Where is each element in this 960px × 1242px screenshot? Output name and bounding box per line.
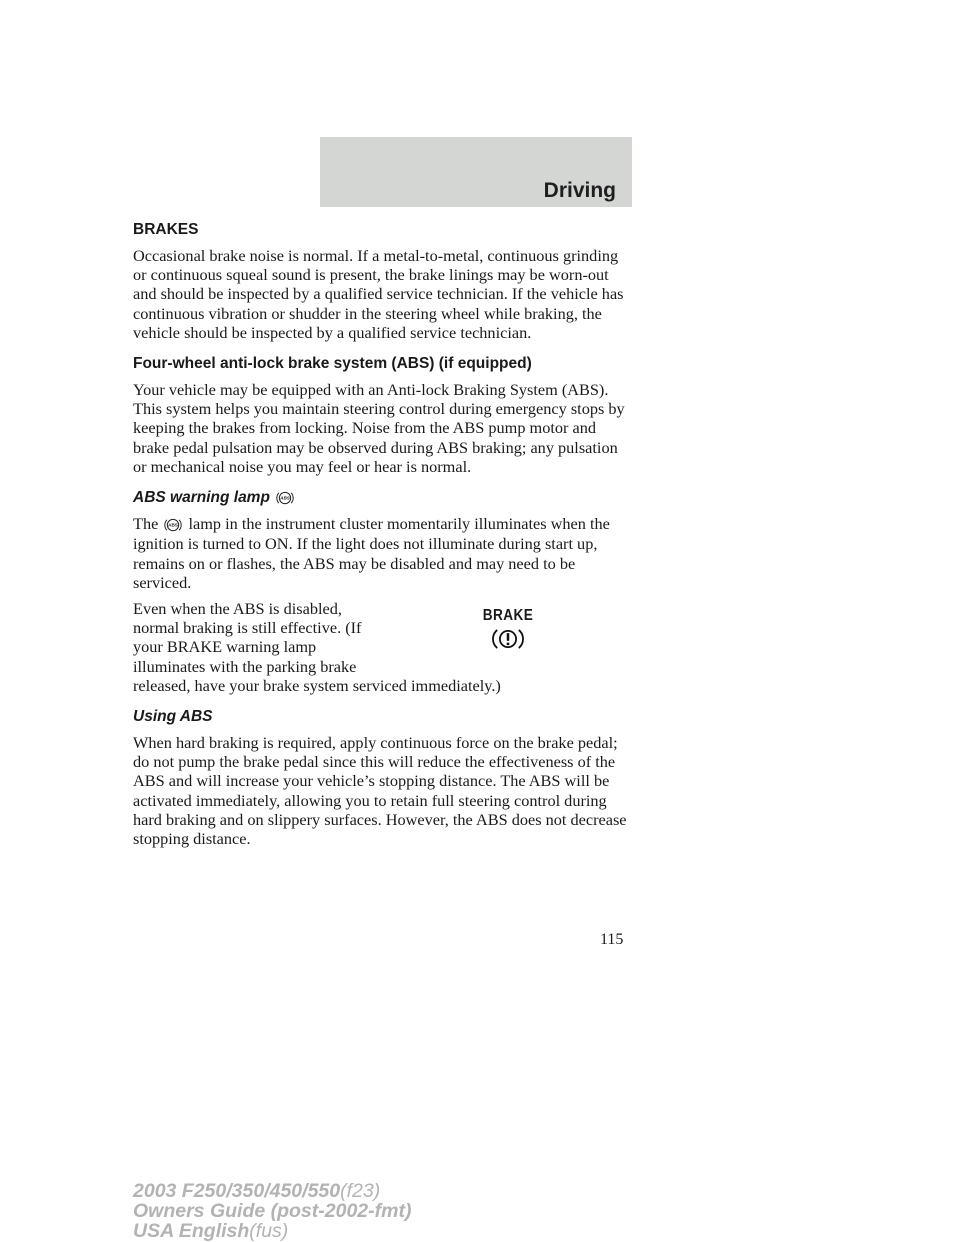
abs-warning-rest: lamp in the instrument cluster momentarily illuminates when the ignition is turned to ON. If the light does not illuminate during start up, remains on or flashes, the ABS may be disabled and may need to be serviced.	[133, 514, 610, 592]
abs-section	[133, 354, 633, 476]
using-abs-section	[133, 707, 633, 848]
abs-inline-icon	[164, 516, 182, 534]
footer-model-line	[133, 1181, 380, 1201]
footer-language: USA English	[133, 1220, 250, 1242]
footer-guide: Owners Guide (post-2002-fmt)	[133, 1200, 412, 1222]
abs-warning-paragraph	[133, 514, 633, 592]
brakes-heading: BRAKES	[133, 221, 199, 238]
abs-paragraph: Your vehicle may be equipped with an Anti-lock Braking System (ABS). This system helps you maintain steering control during emergency stops by keeping the brakes from locking. Noise from the ABS pump motor and brake pedal pulsation may be observed during ABS braking; any pulsation or mechanical noise you may feel or hear is normal.	[133, 380, 625, 476]
using-abs-heading: Using ABS	[133, 707, 213, 725]
svg-text:ABS: ABS	[280, 495, 291, 501]
footer-model: 2003 F250/350/450/550	[133, 1180, 341, 1202]
abs-heading: Four-wheel anti-lock brake system (ABS) (if equipped)	[133, 355, 532, 373]
using-abs-paragraph: When hard braking is required, apply continuous force on the brake pedal; do not pump the brake pedal since this will reduce the effectiveness of the ABS and will increase your vehicle’s stopping distance. The ABS will be activated immediately, allowing you to retain full steering control during hard braking and on slippery surfaces. However, the ABS does not decrease stopping distance.	[133, 732, 627, 848]
brake-warning-icon	[478, 626, 538, 652]
footer-guide-line	[133, 1201, 411, 1221]
abs-warning-heading-text: ABS warning lamp	[133, 489, 270, 507]
footer-model-code: (f23)	[340, 1180, 381, 1202]
abs-warning-section	[133, 488, 633, 695]
page-number: 115	[600, 931, 624, 948]
abs-warning-heading	[133, 488, 633, 507]
footer-language-code: (fus)	[249, 1220, 289, 1242]
abs-warning-lamp-icon	[276, 489, 294, 507]
abs-disabled-paragraph-rest: released, have your brake system serviced immediately.)	[133, 675, 501, 695]
brake-lamp-label: BRAKE	[482, 606, 534, 624]
section-title: Driving	[543, 179, 616, 202]
brakes-paragraph: Occasional brake noise is normal. If a metal-to-metal, continuous grinding or continuous squeal sound is present, the brake linings may be worn-out and should be inspected by a qualified service technician. If the vehicle has continuous vibration or shudder in the steering wheel while braking, the vehicle should be inspected by a qualified service technician.	[133, 246, 624, 342]
page-content	[133, 220, 633, 860]
footer-language-line	[133, 1221, 288, 1241]
abs-warning-lead: The	[133, 514, 159, 534]
section-header-band	[320, 137, 632, 207]
abs-disabled-paragraph: Even when the ABS is disabled, normal braking is still effective. (If your BRAKE warning lamp illuminates with the parking brake	[133, 598, 362, 676]
abs-disabled-paragraph-top	[133, 598, 501, 695]
brakes-section	[133, 220, 633, 342]
document-footer	[133, 1181, 433, 1241]
svg-text:ABS: ABS	[168, 523, 179, 529]
brake-warning-lamp	[478, 607, 538, 655]
brake-lamp-block	[133, 599, 633, 695]
